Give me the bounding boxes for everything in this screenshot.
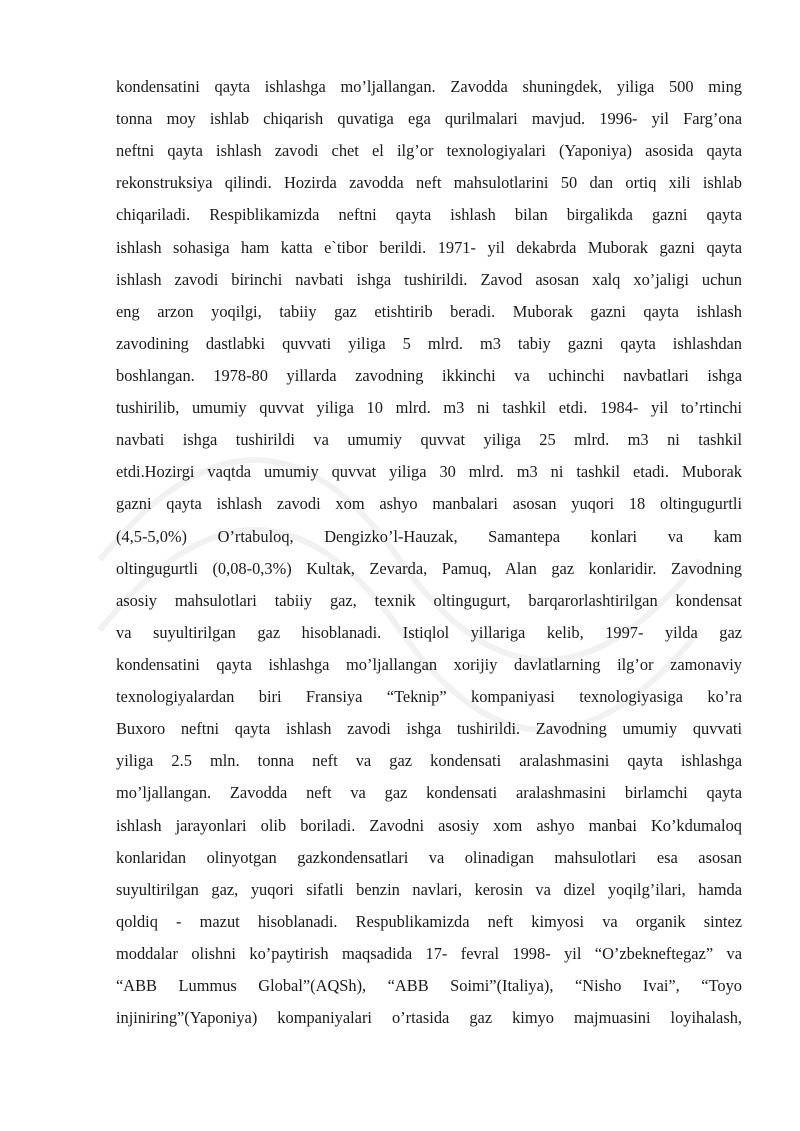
text-line: ishlash sohasiga ham katta e`tibor berildi. 1971- yil dekabrda Muborak gazni qayta [116,237,742,257]
text-line: (4,5-5,0%) O’rtabuloq, Dengizko’l-Hauzak, Samantepa konlari va kam [116,526,742,546]
text-line: injiniring”(Yaponiya) kompaniyalari o’rtasida gaz kimyo majmuasini loyihalash, [116,1008,742,1028]
text-line: moddalar olishni ko’paytirish maqsadida 17- fevral 1998- yil “O’zbekneftegaz” va [116,943,742,963]
text-line: suyultirilgan gaz, yuqori sifatli benzin navlari, kerosin va dizel yoqilg’ilari, hamda [116,879,742,899]
body-text [116,71,742,1034]
text-line: eng arzon yoqilgi, tabiiy gaz etishtirib beradi. Muborak gazni qayta ishlash [116,301,742,321]
text-line: rekonstruksiya qilindi. Hozirda zavodda neft mahsulotlarini 50 dan ortiq xili ishlab [116,173,742,193]
text-line: ishlash zavodi birinchi navbati ishga tushirildi. Zavod asosan xalq xo’jaligi uchun [116,269,742,289]
text-line: qoldiq - mazut hisoblanadi. Respublikamizda neft kimyosi va organik sintez [116,911,742,931]
text-line: etdi.Hozirgi vaqtda umumiy quvvat yiliga 30 mlrd. m3 ni tashkil etadi. Muborak [116,462,742,482]
text-line: gazni qayta ishlash zavodi xom ashyo manbalari asosan yuqori 18 oltingugurtli [116,494,742,514]
text-line: kondensatini qayta ishlashga mo’ljallangan xorijiy davlatlarning ilg’or zamonaviy [116,654,742,674]
text-line: Buxoro neftni qayta ishlash zavodi ishga tushirildi. Zavodning umumiy quvvati [116,719,742,739]
text-line: asosiy mahsulotlari tabiiy gaz, texnik oltingugurt, barqarorlashtirilgan kondensat [116,590,742,610]
text-line: “ABB Lummus Global”(AQSh), “ABB Soimi”(Italiya), “Nisho Ivai”, “Toyo [116,976,742,996]
text-line: zavodining dastlabki quvvati yiliga 5 mlrd. m3 tabiy gazni qayta ishlashdan [116,333,742,353]
text-line: mo’ljallangan. Zavodda neft va gaz kondensati aralashmasini birlamchi qayta [116,783,742,803]
text-line: tonna moy ishlab chiqarish quvatiga ega qurilmalari mavjud. 1996- yil Farg’ona [116,109,742,129]
text-line: chiqariladi. Respiblikamizda neftni qayta ishlash bilan birgalikda gazni qayta [116,205,742,225]
text-line: ishlash jarayonlari olib boriladi. Zavodni asosiy xom ashyo manbai Ko’kdumaloq [116,815,742,835]
text-line: konlaridan olinyotgan gazkondensatlari va olinadigan mahsulotlari esa asosan [116,847,742,867]
text-line: yiliga 2.5 mln. tonna neft va gaz kondensati aralashmasini qayta ishlashga [116,751,742,771]
text-line: navbati ishga tushirildi va umumiy quvvat yiliga 25 mlrd. m3 ni tashkil [116,430,742,450]
text-line: boshlangan. 1978-80 yillarda zavodning ikkinchi va uchinchi navbatlari ishga [116,365,742,385]
text-line: tushirilib, umumiy quvvat yiliga 10 mlrd. m3 ni tashkil etdi. 1984- yil to’rtinchi [116,398,742,418]
text-line: kondensatini qayta ishlashga mo’ljallangan. Zavodda shuningdek, yiliga 500 ming [116,77,742,96]
text-line: texnologiyalardan biri Fransiya “Teknip” kompaniyasi texnologiyasiga ko’ra [116,687,742,707]
text-line: neftni qayta ishlash zavodi chet el ilg’or texnologiyalari (Yaponiya) asosida qayta [116,141,742,161]
text-line: va suyultirilgan gaz hisoblanadi. Istiqlol yillariga kelib, 1997- yilda gaz [116,622,742,642]
text-line: oltingugurtli (0,08-0,3%) Kultak, Zevarda, Pamuq, Alan gaz konlaridir. Zavodning [116,558,742,578]
